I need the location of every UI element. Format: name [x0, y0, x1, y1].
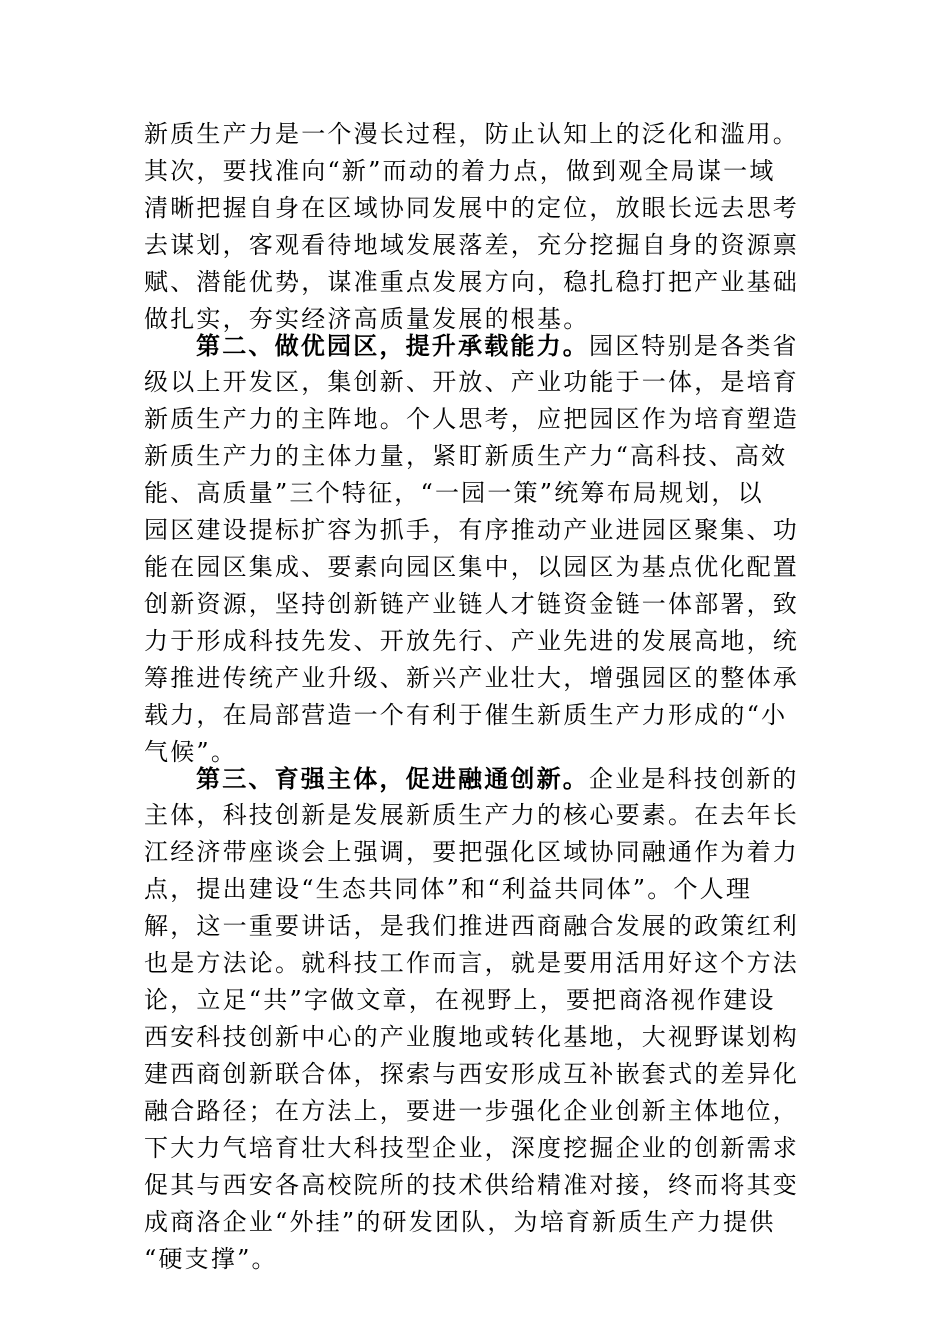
text-line: [144, 584, 810, 625]
text-line: [144, 1165, 810, 1206]
text-line: [144, 114, 810, 155]
line-text: 新质生产力是一个漫长过程，防止认知上的泛化和滥用。: [144, 120, 799, 148]
line-text: 融合路径；在方法上，要进一步强化企业创新主体地位，: [144, 1097, 799, 1125]
text-line: [144, 906, 810, 947]
section-heading-line: [144, 325, 810, 366]
line-text: 主体，科技创新是发展新质生产力的核心要素。在去年长: [144, 801, 799, 829]
line-text: 赋、潜能优势，谋准重点发展方向，稳扎稳打把产业基础: [144, 268, 799, 296]
line-text: 园区建设提标扩容为抓手，有序推动产业进园区聚集、功: [144, 516, 799, 544]
section-heading: 第三、育强主体，促进融通创新。: [196, 764, 589, 793]
line-text: 清晰把握自身在区域协同发展中的定位，放眼长远去思考: [144, 194, 799, 222]
text-line: [144, 795, 810, 836]
text-line: [144, 225, 810, 266]
text-line: [144, 473, 810, 514]
line-text: 载力，在局部营造一个有利于催生新质生产力形成的“小: [144, 701, 788, 729]
line-text: 点，提出建设“生态共同体”和“利益共同体”。个人理: [144, 875, 753, 903]
line-text: 西安科技创新中心的产业腹地或转化基地，大视野谋划构: [144, 1023, 799, 1051]
line-text: 成商洛企业“外挂”的研发团队，为培育新质生产力提供: [144, 1208, 776, 1236]
line-text: 其次，要找准向“新”而动的着力点，做到观全局谋一域: [144, 157, 776, 185]
text-line: [144, 1091, 810, 1132]
text-line: [144, 1202, 810, 1243]
text-line: [144, 1128, 810, 1169]
line-text: 去谋划，客观看待地域发展落差，充分挖掘自身的资源禀: [144, 231, 799, 259]
text-line: [144, 869, 810, 910]
text-line: [144, 151, 810, 192]
text-line: [144, 658, 810, 699]
line-text: 能在园区集成、要素向园区集中，以园区为基点优化配置: [144, 553, 799, 581]
line-text: 企业是科技创新的: [589, 765, 799, 793]
line-text: 新质生产力的主阵地。个人思考，应把园区作为培育塑造: [144, 405, 799, 433]
line-text: 促其与西安各高校院所的技术供给精准对接，终而将其变: [144, 1171, 799, 1199]
text-line: [144, 188, 810, 229]
text-line: [144, 510, 810, 551]
line-text: 建西商创新联合体，探索与西安形成互补嵌套式的差异化: [144, 1060, 799, 1088]
text-line: [144, 621, 810, 662]
text-line: [144, 1017, 810, 1058]
line-text: 做扎实，夯实经济高质量发展的根基。: [144, 305, 590, 333]
line-text: “硬支撑”。: [144, 1245, 278, 1273]
text-line: [144, 1054, 810, 1095]
line-text: 级以上开发区，集创新、开放、产业功能于一体，是培育: [144, 368, 799, 396]
text-line: [144, 695, 810, 736]
line-text: 下大力气培育壮大科技型企业，深度挖掘企业的创新需求: [144, 1134, 799, 1162]
line-text: 解，这一重要讲话，是我们推进西商融合发展的政策红利: [144, 912, 799, 940]
line-text: 能、高质量”三个特征，“一园一策”统筹布局规划，以: [144, 479, 764, 507]
line-text: 创新资源，坚持创新链产业链人才链资金链一体部署，致: [144, 590, 799, 618]
line-text: 江经济带座谈会上强调，要把强化区域协同融通作为着力: [144, 838, 799, 866]
text-line: [144, 980, 810, 1021]
section-heading-line: [144, 758, 810, 799]
section-heading: 第二、做优园区，提升承载能力。: [196, 331, 589, 360]
text-line: [144, 262, 810, 303]
line-text: 新质生产力的主体力量，紧盯新质生产力“高科技、高效: [144, 442, 788, 470]
line-text: 园区特别是各类省: [589, 332, 799, 360]
text-line: [144, 1239, 810, 1280]
text-line: [144, 362, 810, 403]
text-line: [144, 436, 810, 477]
line-text: 气候”。: [144, 738, 238, 766]
line-text: 筹推进传统产业升级、新兴产业壮大，增强园区的整体承: [144, 664, 799, 692]
line-text: 论，立足“共”字做文章，在视野上，要把商洛视作建设: [144, 986, 776, 1014]
text-line: [144, 547, 810, 588]
text-line: [144, 943, 810, 984]
text-line: [144, 399, 810, 440]
line-text: 力于形成科技先发、开放先行、产业先进的发展高地，统: [144, 627, 799, 655]
line-text: 也是方法论。就科技工作而言，就是要用活用好这个方法: [144, 949, 799, 977]
text-line: [144, 832, 810, 873]
